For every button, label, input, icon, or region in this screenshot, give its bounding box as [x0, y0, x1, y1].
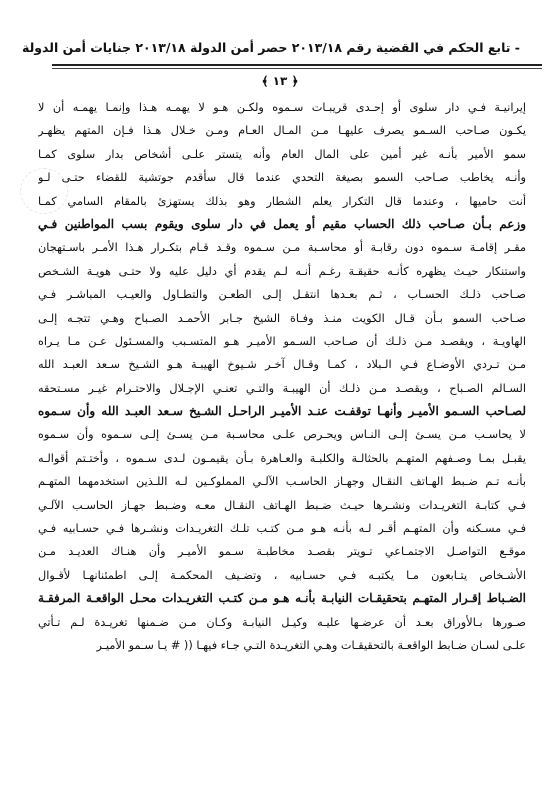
- body-line: يقبـل بمـا وصـفهم المتهـم بالحثالـة والكلبـة والعـاهرة بـأن يقيمـون لـدى سـموه ، وأختـتم أقوالـه: [38, 451, 526, 465]
- body-line: صـاحب السمو بـأن قـال الكويت منـذ وفـاة الشيخ جـابر الأحمـد الصـباح وهـي تتجـه إلـى: [38, 311, 526, 325]
- body-line: سمو الأمير بأنـه غير أمين على المال العام وأنه يتستر علـى أشخاص بدار سلوى كمـا: [38, 147, 526, 161]
- body-line: أنت حاميها ، وعندما قال التكرار يعلم الشطار وهو بذلك يستهزئ بالمقام السامي كمـا: [38, 194, 526, 208]
- body-line: علـى لسـان ضـابط الواقعـة بالتحقيقـات وهـي التغريـدة التـي جـاء فيهـا (( # يـا سـمو الأميـر: [96, 638, 526, 652]
- body-line: الأشـخاص يتـابعون مـا يكتبـه فـي حسـابيه ، وتضـيف المحكمـة إلـى اطمئنانهـا لأقـوال: [38, 568, 526, 582]
- body-line: موقـع التواصـل الاجتمـاعي تـويتر بقصـد مخاطبـة سـمو الأميـر وأن هنـاك العديـد مـن: [38, 545, 526, 559]
- body-line: صـاحب ذلـك الحسـاب ، ثـم بعـدها انتقـل إلـى الطعـن والتطـاول والعيـب المباشـر فـي: [38, 288, 526, 302]
- body-line: واستنكار حيـث يظهره كأنـه حقيقـة رغـم أنـه لـم يقدم أي دليل عليه ولا حتـى هويـة الشـخص: [38, 264, 526, 278]
- body-line: بأنـه تـم ضـبط الهـاتف النقـال وجهـاز الحاسـب الآلـي المملوكـين لـه اللـذين استخدمهما المتهـم: [38, 475, 526, 489]
- body-line: يكـون صـاحب السـمو يصرف عليهـا مـن المـال العـام ومـن خـلال هـذا فـإن المتهم يظهـر: [38, 124, 526, 138]
- body-line: إيرانيـة فـي دار سلوى أو إحـدى قريبـات سـموه ولكـن هـو لا يهمـه هـذا وإنمـا يهمـه أن لا: [38, 101, 526, 114]
- header-rule-secondary: [52, 68, 542, 69]
- body-line: السـالم الصـباح ، ويقصـد مـن ذلـك أن الهيبـة والتـي تعنـي الإجـلال والاحتـرام غيـر مسـتحقه: [38, 381, 526, 395]
- body-line: لا يحاسـب مـن يسـئ إلـى النـاس ويحـرص علـى محاسـبة مـن يسـئ إلـى سـموه وأن سـموه: [38, 428, 526, 442]
- header-title: - تابع الحكم في القضية رقم ٢٠١٣/١٨ حصر أمن الدولة ٢٠١٣/١٨ جنايات أمن الدولة: [21, 40, 520, 55]
- body-line: صـورها بـالأوراق بعـد أن عرضـها عليـه وكيـل النيابـة وكـان مـن ضـمنها تغريـدة لـم تـأتي: [38, 615, 526, 629]
- body-line-handwritten: وزعم بـأن صـاحب ذلك الحساب مقيم أو يعمل في دار سلوى ويقوم بسب المواطنين فـي: [38, 216, 526, 231]
- body-line: مـن تـردي الأوضـاع فـي الـبلاد ، كمـا وقـال آخـر شـيوخ الهيبـة هـو الشـيخ سـعد العبـد الله: [38, 358, 526, 372]
- body-line-handwritten: لصـاحب السـمو الأميـر وأنهـا توقفـت عنـد الأميـر الراحـل الشـيخ سـعد العبـد الله وأن سـموه: [38, 404, 526, 419]
- body-line: الهاويـة ، ويقصـد مـن ذلـك أن صـاحب السـمو الأميـر هـو المتسـبب والمسـئول عـن مـا يـراه: [38, 334, 526, 348]
- body-line: فـي كتابـة التغريـدات ونشـرها حيـث ضـبط الهـاتف النقـال معـه وضـبط جهـاز الحاسـب الآلـي: [38, 498, 526, 512]
- body-line: مقـر إقامـة سـموه دون رقابـة أو محاسـبة مـن سـموه وقـد قـام بتكـرار هـذا الأمـر باسـتهجان: [38, 241, 526, 255]
- page-number: ﴿ ١٣ ﴾: [261, 74, 299, 88]
- body-line: فـي مسـكنه وأن المتهـم أقـر لـه بأنـه هـو مـن كتـب تلـك التغريـدات ونشـرها فـي حسـابيه فـي: [38, 522, 526, 536]
- body-text: [38, 96, 526, 657]
- body-line: وأنـه يخاطب صـاحب السمو بصيغة التحدي عندما قال سأقدم جوتشية للقضاء حتـى لـو: [38, 171, 526, 185]
- header-rule: [52, 64, 542, 66]
- body-line-handwritten: الضـباط إقـرار المتهـم بتحقيقـات النيابـة بأنـه هـو مـن كتـب التغريـدات محـل الواقعـة المرفقـة: [38, 591, 526, 606]
